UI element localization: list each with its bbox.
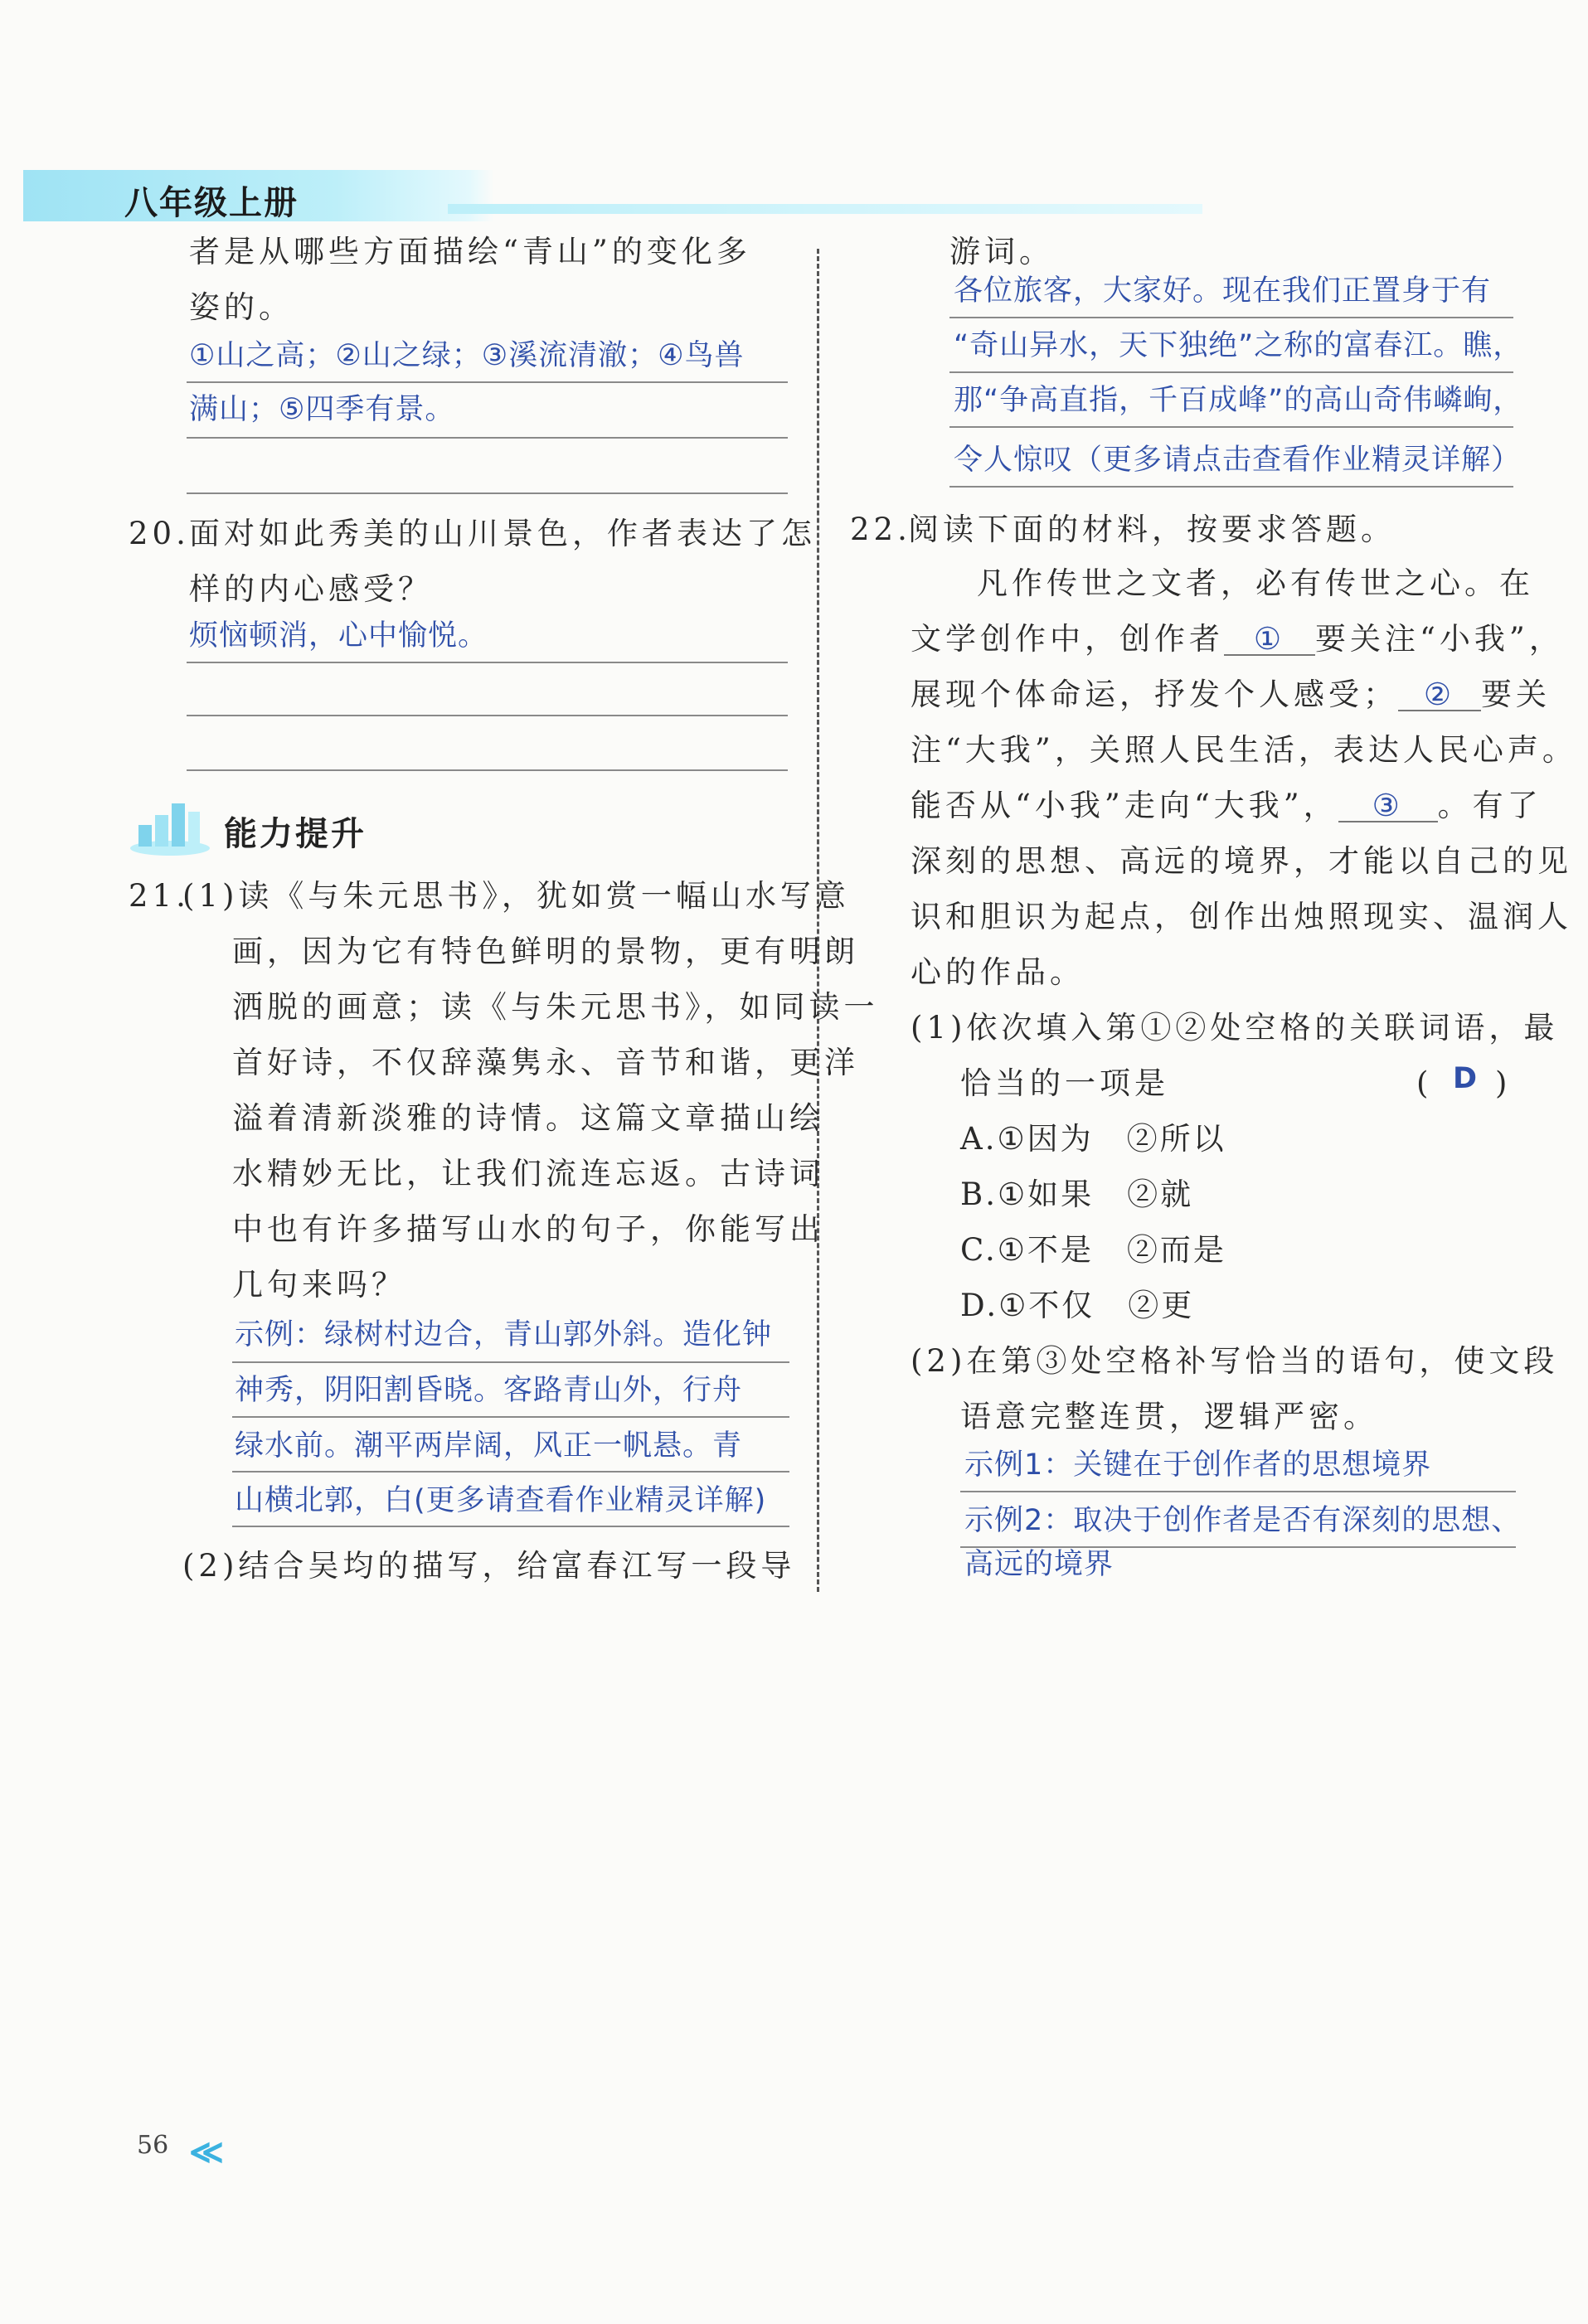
q21-1-line-3: 洒脱的画意；读《与朱元思书》，如同读一 (232, 989, 879, 1025)
q19-line-1: 者是从哪些方面描绘“青山”的变化多 (189, 234, 751, 269)
q22-number: 22. (850, 512, 911, 547)
q21-2-line-1: (2)结合吴均的描写，给富春江写一段导 (182, 1548, 796, 1584)
option-b: B.①如果 ②就 (960, 1177, 1194, 1212)
passage-line-8: 心的作品。 (911, 954, 1085, 990)
q21-1-line-4: 首好诗，不仅辞藻隽永、音节和谐，更洋 (232, 1045, 859, 1080)
q20-answer: 烦恼顿消，心中愉悦。 (189, 619, 488, 653)
q19-line-2: 姿的。 (189, 289, 294, 325)
q21-1-line-6: 水精妙无比，让我们流连忘返。古诗词 (232, 1156, 824, 1191)
q21-1-line-5: 溢着清新淡雅的诗情。这篇文章描山绘 (232, 1100, 824, 1136)
answer-line (949, 371, 1513, 373)
q22-stem: 阅读下面的材料，按要求答题。 (908, 512, 1396, 547)
answer-line (187, 492, 788, 494)
column-divider (817, 249, 819, 1592)
passage-line-5: 能否从“小我”走向“大我”， ③ 。有了 (911, 788, 1542, 823)
option-c: C.①不是 ②而是 (960, 1232, 1226, 1268)
answer-line (187, 715, 788, 716)
answer-paren-right: ) (1495, 1065, 1512, 1101)
header-title: 八年级上册 (124, 184, 299, 222)
q20-line-2: 样的内心感受？ (189, 571, 433, 607)
answer-line (949, 317, 1513, 318)
q19-answer-2: 满山；⑤四季有景。 (189, 393, 455, 426)
q21-1-line-8: 几句来吗？ (232, 1267, 406, 1303)
answer-line (232, 1416, 789, 1418)
q21-1-line-7: 中也有许多描写山水的句子，你能写出 (232, 1211, 824, 1247)
passage-line-4: 注“大我”，关照人民生活，表达人民心声。 (911, 732, 1577, 768)
q21-2-answer-1: 各位旅客，大家好。现在我们正置身于有 (954, 274, 1492, 308)
passage-line-2: 文学创作中，创作者 ① 要关注“小我”， (911, 621, 1564, 657)
q21-1-answer-1: 示例：绿树村边合，青山郭外斜。造化钟 (235, 1318, 773, 1351)
q22-2-answer-2: 示例2：取决于创作者是否有深刻的思想、 (964, 1504, 1522, 1537)
answer-line (187, 437, 788, 439)
q22-1-line-2: 恰当的一项是 (960, 1065, 1169, 1101)
q22-2-line-2: 语意完整连贯，逻辑严密。 (960, 1399, 1378, 1434)
q21-1-answer-2: 神秀，阴阳割昏晓。客路青山外，行舟 (235, 1374, 743, 1407)
q21-number: 21. (129, 878, 190, 914)
blank-3: ③ (1338, 790, 1438, 822)
q21-2-answer-3: 那“争高直指，千百成峰”的高山奇伟嶙峋， (954, 384, 1523, 417)
answer-line (187, 381, 788, 383)
option-d: D.①不仅 ②更 (960, 1288, 1195, 1323)
chevron-left-icon: ≪ (189, 2132, 224, 2171)
passage-line-6: 深刻的思想、高远的境界，才能以自己的见 (911, 843, 1572, 879)
q19-answer-1: ①山之高；②山之绿；③溪流清澈；④鸟兽 (189, 339, 745, 372)
answer-line (949, 426, 1513, 428)
q20-line-1: 面对如此秀美的山川景色，作者表达了怎 (189, 516, 816, 551)
q21-1-answer-3: 绿水前。潮平两岸阔，风正一帆悬。青 (235, 1429, 743, 1463)
answer-line (232, 1526, 789, 1527)
blank-2: ② (1398, 679, 1481, 711)
answer-line (232, 1471, 789, 1473)
answer-line (232, 1361, 789, 1363)
answer-line (187, 769, 788, 771)
q21-1-line-1: (1)读《与朱元思书》，犹如赏一幅山水写意 (182, 878, 850, 914)
option-a: A.①因为 ②所以 (960, 1121, 1226, 1157)
page-number: 56 (137, 2131, 169, 2160)
header-line (448, 204, 1202, 214)
q22-1-answer: D (1453, 1062, 1479, 1095)
answer-line (949, 486, 1513, 488)
q22-2-answer-1: 示例1：关键在于创作者的思想境界 (964, 1448, 1432, 1482)
answer-line (187, 662, 788, 663)
q22-2-answer-3: 高远的境界 (964, 1548, 1115, 1581)
passage-line-7: 识和胆识为起点，创作出烛照现实、温润人 (911, 899, 1572, 934)
q21-2-answer-4: 令人惊叹（更多请点击查看作业精灵详解） (954, 444, 1522, 477)
answer-line (960, 1491, 1516, 1492)
q22-2-line-1: (2)在第③处空格补写恰当的语句，使文段 (911, 1343, 1559, 1379)
q21-1-answer-4: 山横北郭，白(更多请查看作业精灵详解) (235, 1484, 767, 1517)
answer-paren-left: ( (1416, 1065, 1433, 1101)
blank-1: ① (1224, 623, 1315, 656)
q20-number: 20. (129, 516, 190, 551)
q21-1-line-2: 画，因为它有特色鲜明的景物，更有明朗 (232, 934, 859, 969)
section-title: 能力提升 (224, 815, 367, 853)
passage-line-3: 展现个体命运，抒发个人感受； ② 要关 (911, 677, 1551, 712)
q22-1-line-1: (1)依次填入第①②处空格的关联词语，最 (911, 1010, 1559, 1046)
q21-2-cont: 游词。 (949, 234, 1054, 269)
passage-line-1: 凡作传世之文者，必有传世之心。在 (977, 565, 1534, 601)
q21-2-answer-2: “奇山异水，天下独绝”之称的富春江。瞧， (954, 329, 1523, 362)
bar-chart-icon (129, 792, 220, 861)
